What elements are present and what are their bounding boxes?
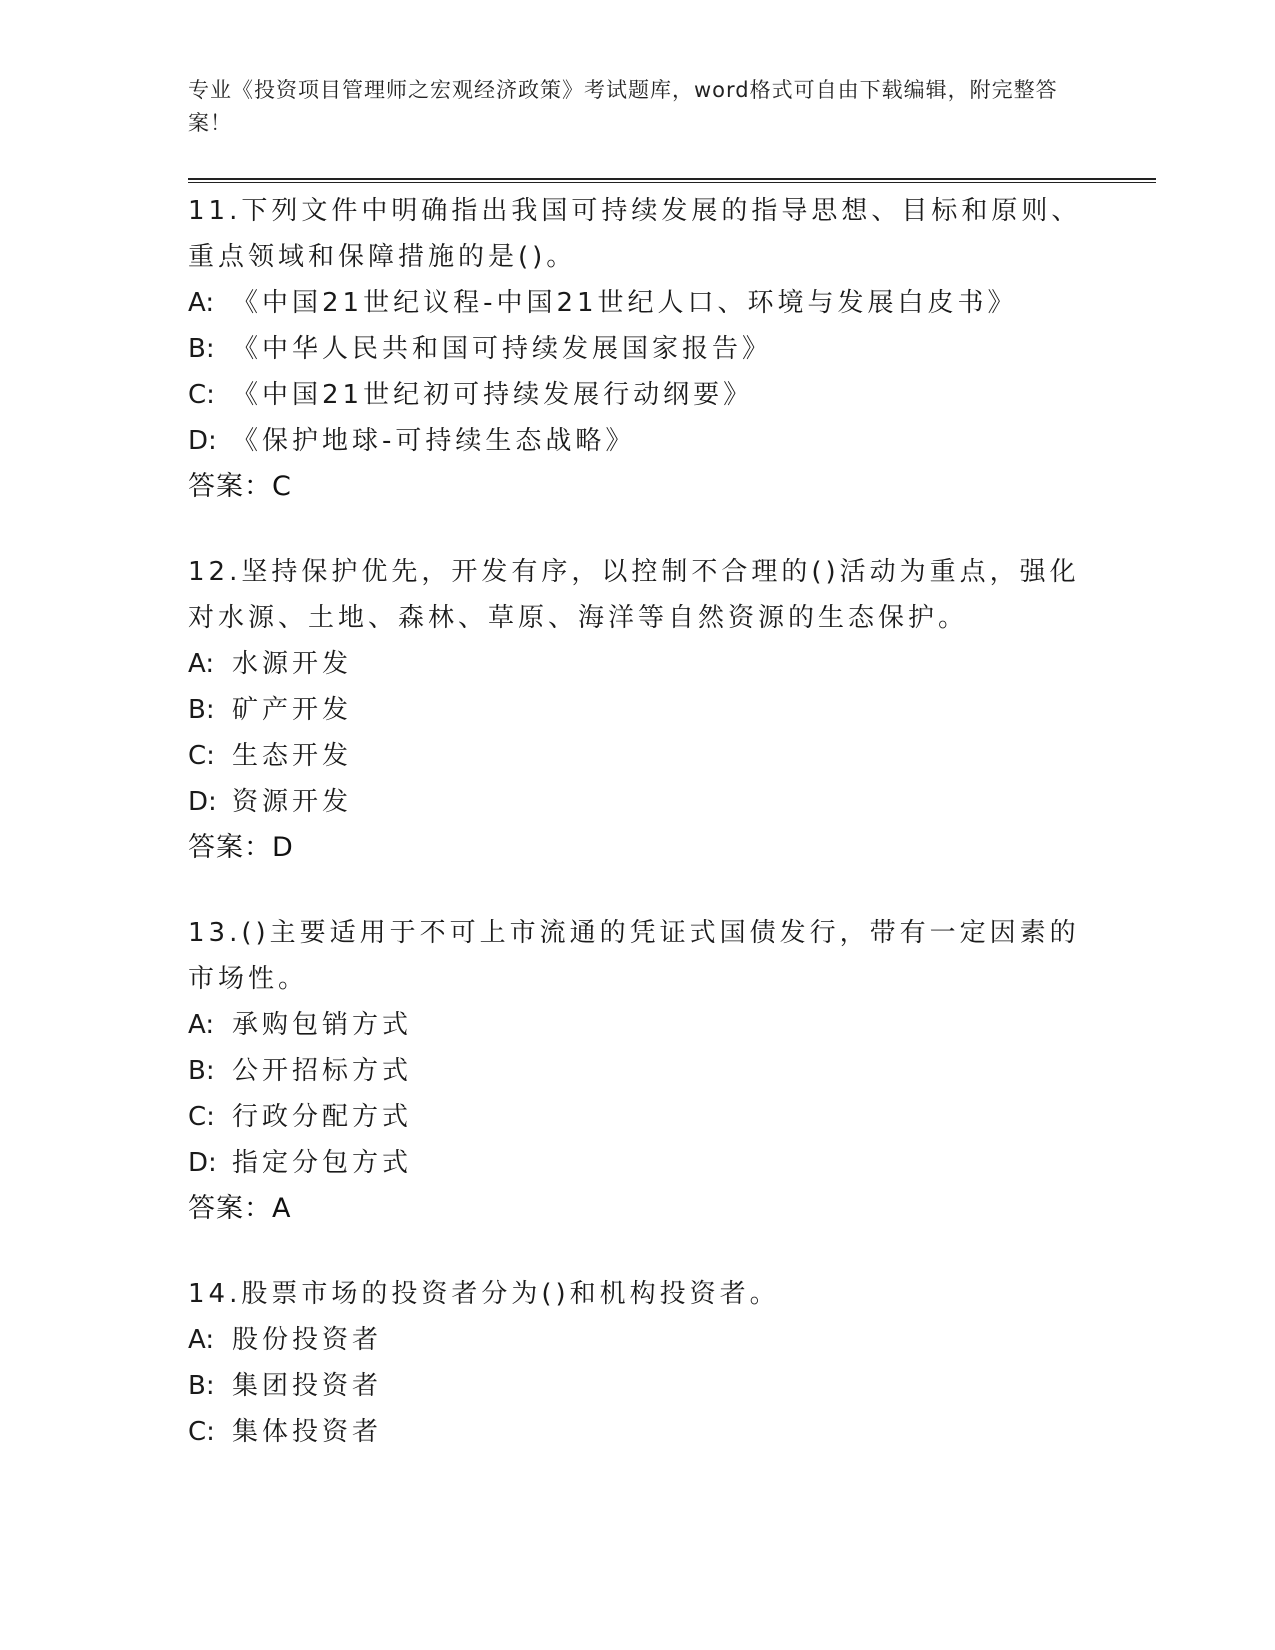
option-text: 股份投资者 [232, 1325, 383, 1355]
question-text: 12.坚持保护优先，开发有序，以控制不合理的()活动为重点，强化对水源、土地、森林、草原、海洋等自然资源的生态保护。 [188, 557, 1080, 633]
option-c [188, 1094, 1088, 1140]
answer-label: 答案：A [188, 1193, 292, 1224]
option-letter: B: [188, 334, 215, 364]
option-d [188, 779, 1088, 825]
option-letter: C: [188, 1417, 215, 1447]
question-11 [188, 188, 1088, 510]
option-letter: D: [188, 1148, 217, 1178]
option-letter: C: [188, 1102, 215, 1132]
option-text: 《保护地球-可持续生态战略》 [232, 426, 636, 456]
option-a [188, 280, 1088, 326]
option-text: 《中国21世纪议程-中国21世纪人口、环境与发展白皮书》 [232, 288, 1018, 318]
option-a [188, 1317, 1088, 1363]
option-d [188, 1140, 1088, 1186]
option-text: 《中华人民共和国可持续发展国家报告》 [232, 334, 773, 364]
option-b [188, 687, 1088, 733]
option-a [188, 641, 1088, 687]
option-text: 矿产开发 [232, 695, 353, 725]
option-text: 生态开发 [232, 741, 353, 771]
option-a [188, 1002, 1088, 1048]
question-13 [188, 910, 1088, 1232]
option-text: 行政分配方式 [232, 1102, 413, 1132]
option-c [188, 1409, 1088, 1455]
option-letter: C: [188, 741, 215, 771]
option-c [188, 733, 1088, 779]
option-text: 指定分包方式 [232, 1148, 413, 1178]
option-letter: A: [188, 649, 215, 679]
option-letter: C: [188, 380, 215, 410]
option-letter: D: [188, 426, 217, 456]
option-letter: A: [188, 288, 215, 318]
option-b [188, 326, 1088, 372]
question-text: 14.股票市场的投资者分为()和机构投资者。 [188, 1279, 780, 1309]
option-c [188, 372, 1088, 418]
question-12 [188, 549, 1088, 871]
option-text: 集团投资者 [232, 1371, 383, 1401]
question-text: 13.()主要适用于不可上市流通的凭证式国债发行，带有一定因素的市场性。 [188, 918, 1080, 994]
option-text: 资源开发 [232, 787, 353, 817]
option-b [188, 1363, 1088, 1409]
option-text: 集体投资者 [232, 1417, 383, 1447]
header-divider [188, 178, 1156, 183]
header-note: 专业《投资项目管理师之宏观经济政策》考试题库，word格式可自由下载编辑，附完整答案！ [188, 78, 1058, 135]
option-text: 《中国21世纪初可持续发展行动纲要》 [232, 380, 754, 410]
question-14 [188, 1271, 1088, 1455]
option-letter: A: [188, 1010, 215, 1040]
option-letter: A: [188, 1325, 215, 1355]
option-letter: B: [188, 695, 215, 725]
option-d [188, 418, 1088, 464]
question-list [188, 188, 1088, 1494]
answer-label: 答案：D [188, 832, 294, 863]
option-text: 承购包销方式 [232, 1010, 413, 1040]
question-text: 11.下列文件中明确指出我国可持续发展的指导思想、目标和原则、重点领域和保障措施的是()。 [188, 196, 1082, 272]
option-text: 公开招标方式 [232, 1056, 413, 1086]
option-b [188, 1048, 1088, 1094]
option-letter: B: [188, 1056, 215, 1086]
option-letter: D: [188, 787, 217, 817]
option-text: 水源开发 [232, 649, 353, 679]
answer-label: 答案：C [188, 471, 292, 502]
option-letter: B: [188, 1371, 215, 1401]
